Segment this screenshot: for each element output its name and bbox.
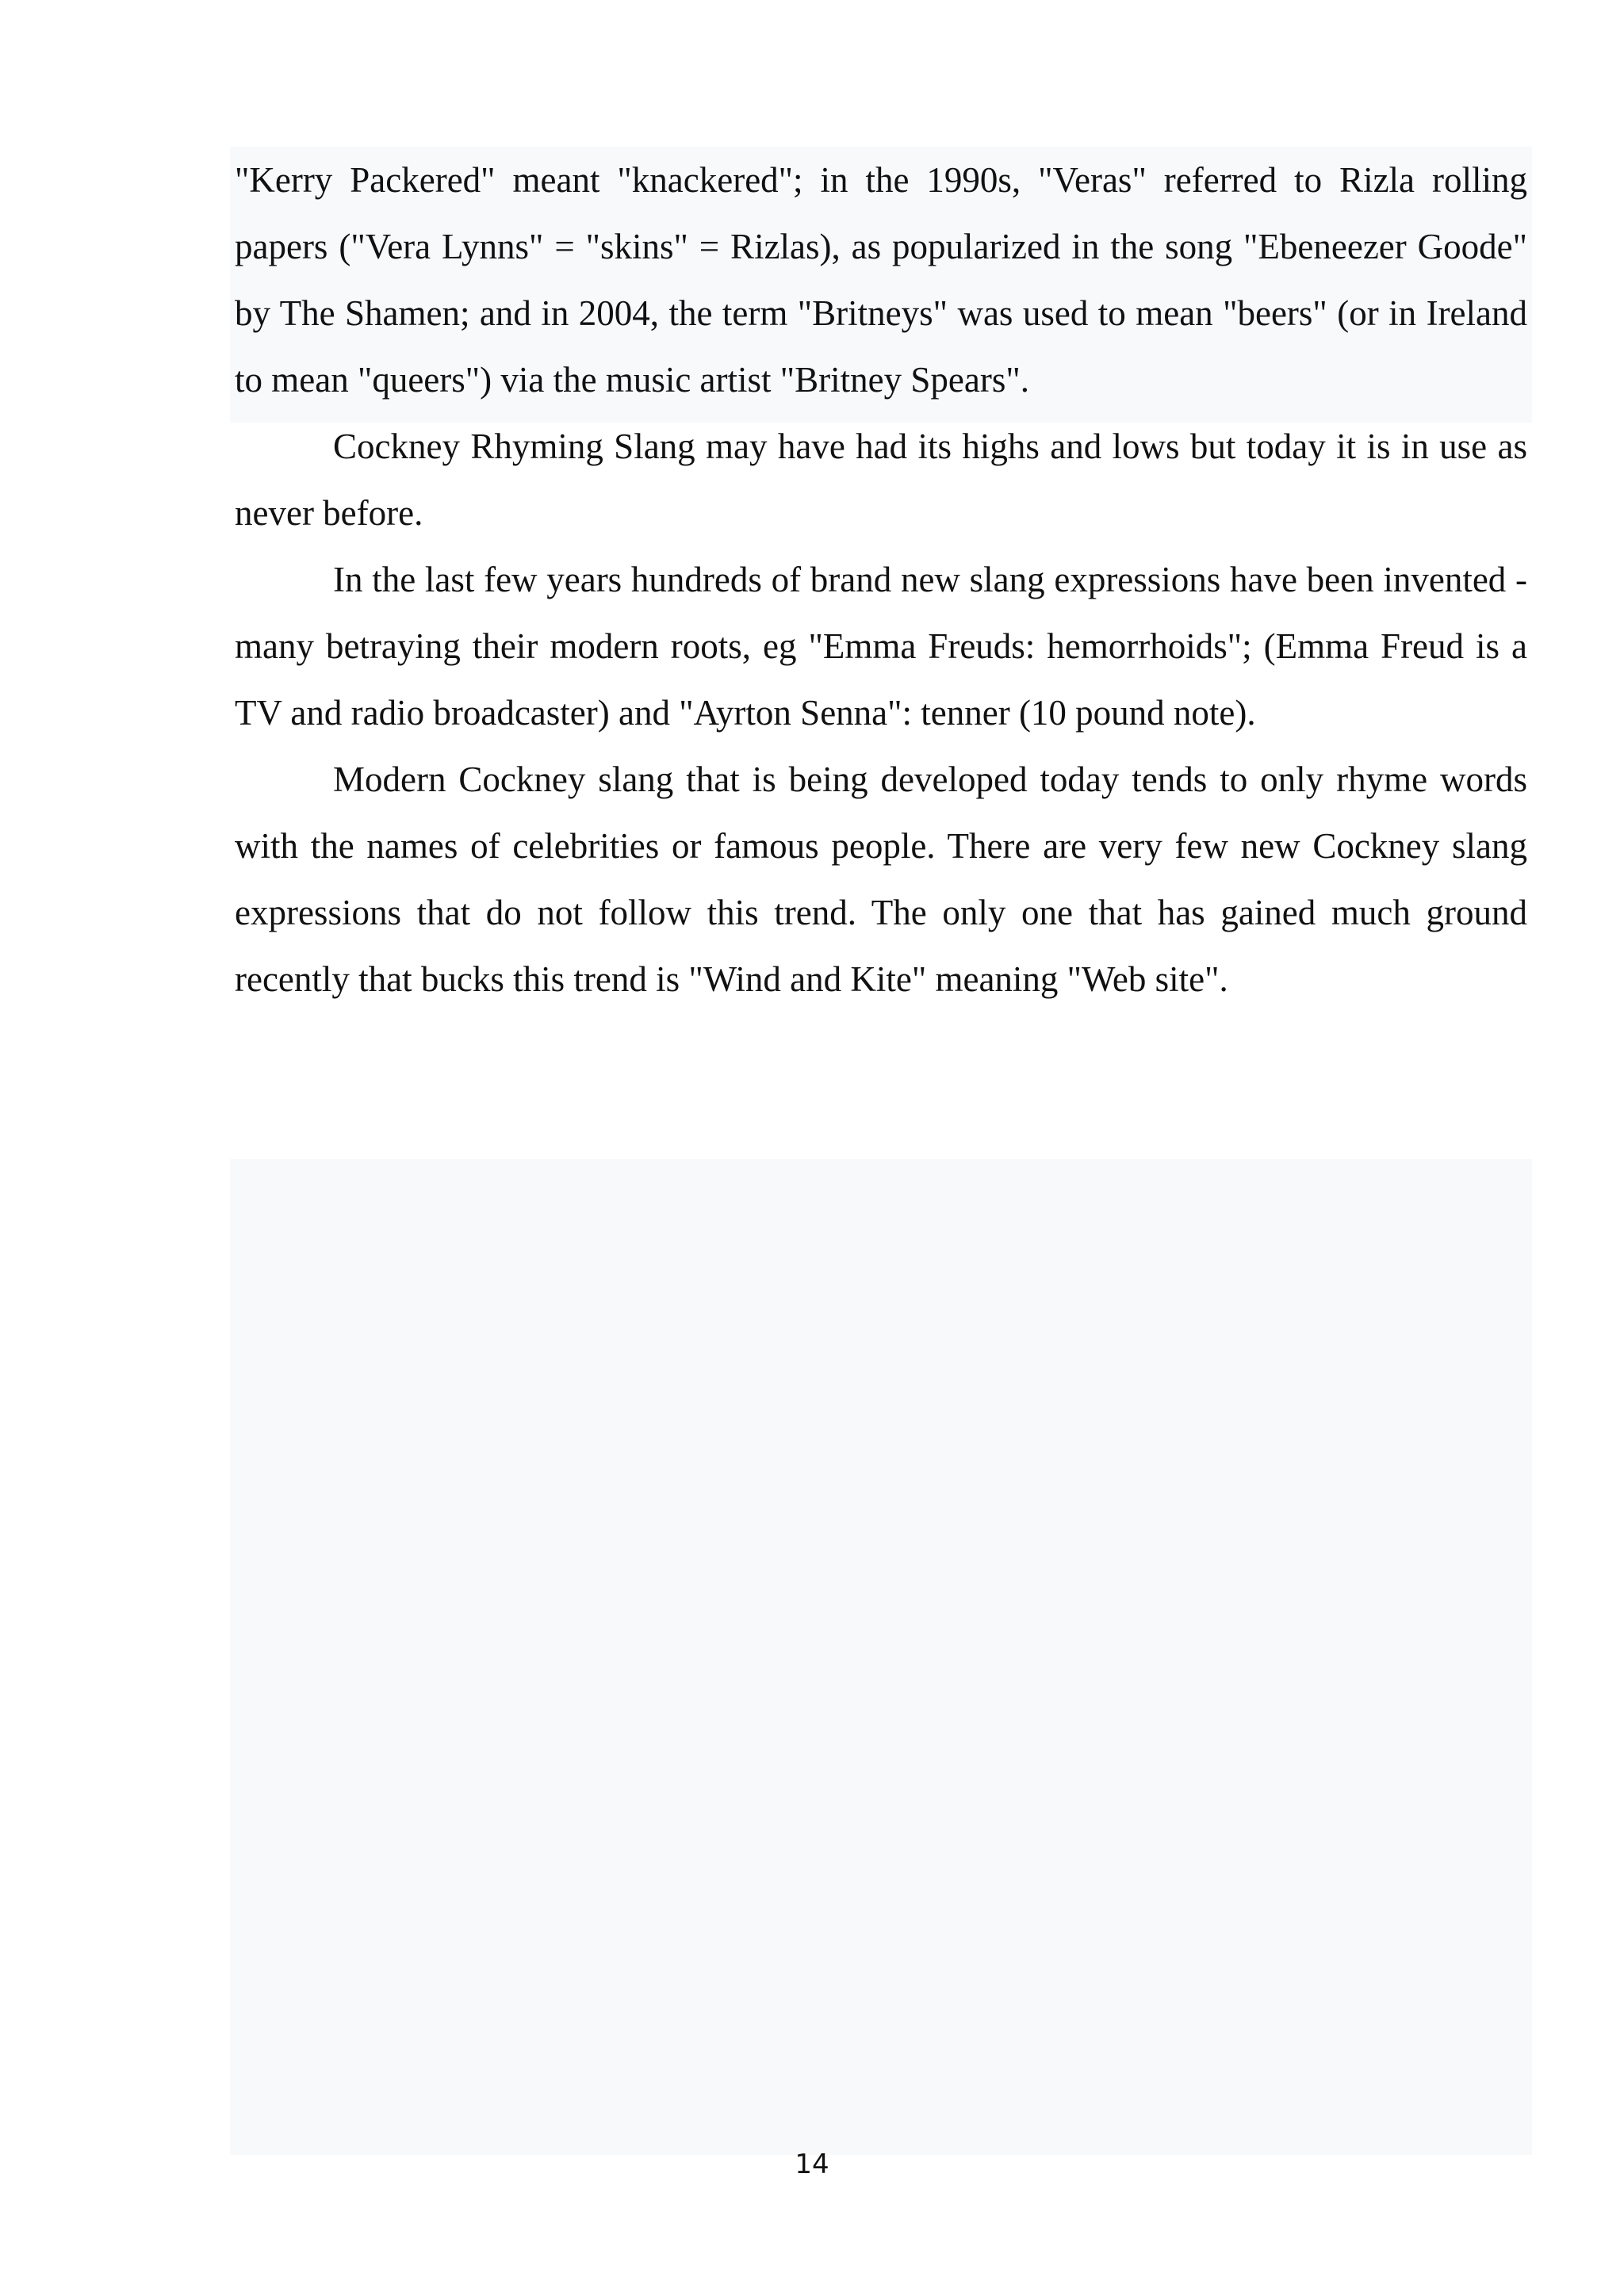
highlight-block-bottom — [230, 1159, 1532, 2155]
paragraph-rhyming-slang-usage: Cockney Rhyming Slang may have had its highs and lows but today it is in use as never before. — [235, 427, 1527, 533]
body-text — [235, 147, 1527, 1012]
paragraph-modern-slang: Modern Cockney slang that is being developed today tends to only rhyme words with the names of celebrities or famous people. There are very few new Cockney slang expressions that do not follow this trend. The only one that has gained much ground recently that bucks this trend is "Wind and Kite" meaning "Web site". — [235, 760, 1527, 999]
paragraph-new-expressions: In the last few years hundreds of brand new slang expressions have been invented - many betraying their modern roots, eg "Emma Freuds: hemorrhoids"; (Emma Freud is a TV and radio broadcaster) and "Ayrton Senna": tenner (10 pound note). — [235, 560, 1527, 733]
paragraph-continuation: "Kerry Packered" meant "knackered"; in the 1990s, "Veras" referred to Rizla rolling papers ("Vera Lynns" = "skins" = Rizlas), as popularized in the song "Ebeneezer Goode" by The Shamen; and in 2004, the term "Britneys" was used to mean "beers" (or in Ireland to mean "queers") via the music artist "Britney Spears". — [235, 160, 1527, 400]
page-number: 14 — [795, 2149, 829, 2180]
